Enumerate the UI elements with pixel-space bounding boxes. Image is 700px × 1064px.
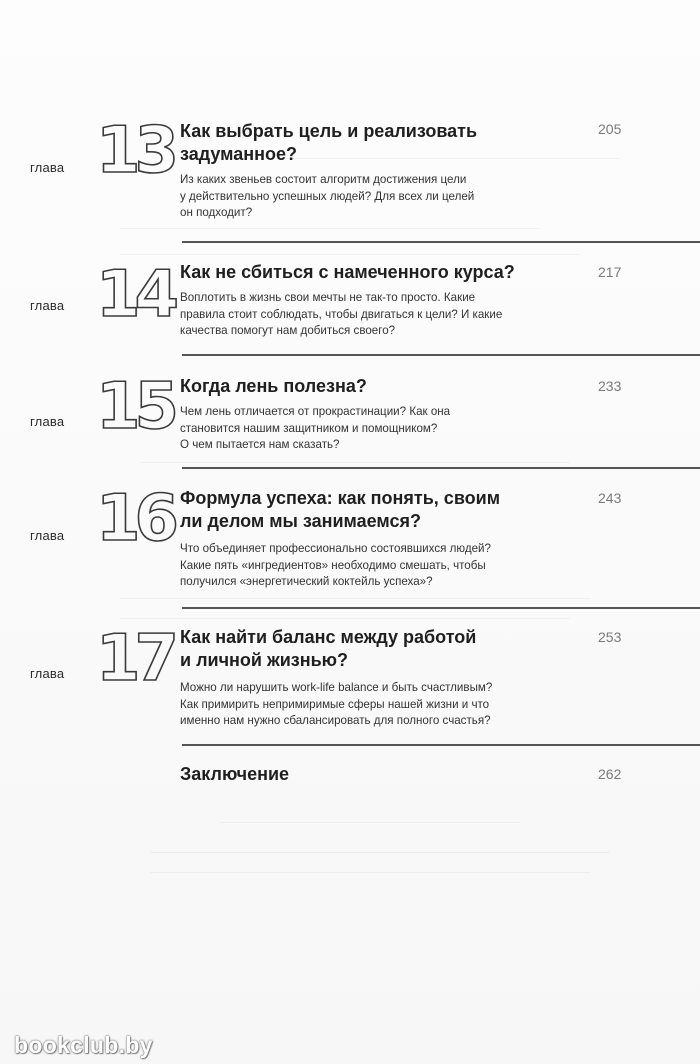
chapter-label: глава [30,528,65,543]
chapter-number-text: 13 [96,114,174,188]
chapter-number [96,114,176,188]
chapter-number-text: 17 [96,622,174,696]
chapter-title-line: ли делом мы занимаемся? [180,511,422,531]
chapter-title [180,487,560,533]
chapter-label: глава [30,298,65,313]
chapter-title-line: Когда лень полезна? [180,376,367,396]
description-line: Как примирить непримиримые сферы нашей жизни и что [180,697,490,711]
chapter-title-line: и личной жизнью? [180,650,349,670]
description-line: Из каких звеньев состоит алгоритм достижения цели [180,173,467,186]
chapter-title-line: Как не сбиться с намеченного курса? [180,262,515,282]
page-number: 262 [598,766,622,782]
description-line: Что объединяет профессионально состоявшихся людей? [180,542,491,555]
chapter-title-line: Как найти баланс между работой [180,627,477,647]
chapter-title [180,261,560,284]
chapter-label: глава [30,666,65,681]
chapter-description [180,290,580,340]
page-number: 233 [598,378,622,394]
chapter-number-text: 14 [96,258,174,332]
description-line: у действительно успешных людей? Для всех ли целей [180,189,475,203]
chapter-title [180,375,560,398]
chapter-title [180,626,560,672]
chapter-description [180,541,580,591]
description-line: Чем лень отличается от прокрастинации? Как она [180,405,451,418]
description-line: Можно ли нарушить work-life balance и быть счастливым? [180,681,493,694]
chapter-label: глава [30,414,65,429]
chapter-label: глава [30,160,65,175]
section-divider [182,744,700,746]
page-number: 253 [598,629,622,645]
page-number: 243 [598,490,622,506]
chapter-number [96,258,176,332]
chapter-number [96,622,176,696]
chapter-number-text: 16 [96,482,174,556]
chapter-title-line: Формула успеха: как понять, своим [180,488,501,508]
chapter-description [180,404,580,454]
description-line: правила стоит соблюдать, чтобы двигаться к цели? И какие [180,307,503,321]
section-divider [182,354,700,356]
chapter-title-line: Как выбрать цель и реализовать [180,121,478,141]
description-line: О чем пытается нам сказать? [180,438,340,451]
section-divider [182,467,700,469]
description-line: Какие пять «ингредиентов» необходимо смешать, чтобы [180,558,486,572]
section-divider [182,241,700,243]
description-line: он подходит? [180,206,253,219]
description-line: получился «энергетический коктейль успеха»? [180,575,433,588]
section-divider [182,607,700,609]
conclusion-title: Заключение [180,764,290,784]
description-line: Воплотить в жизнь свои мечты не так-то просто. Какие [180,291,476,304]
description-line: качества помогут нам добиться своего? [180,324,396,337]
chapter-title-line: задуманное? [180,144,297,164]
chapter-number [96,482,176,556]
chapter-title [180,120,560,166]
description-line: именно нам нужно сбалансировать для полного счастья? [180,714,491,727]
chapter-description [180,172,580,222]
page-number: 217 [598,264,622,280]
page-number: 205 [598,121,622,137]
chapter-number [96,370,176,444]
chapter-number-text: 15 [96,370,174,444]
chapter-description [180,680,580,730]
description-line: становится нашим защитником и помощником? [180,421,438,435]
site-watermark: bookclub.by [14,1032,153,1058]
